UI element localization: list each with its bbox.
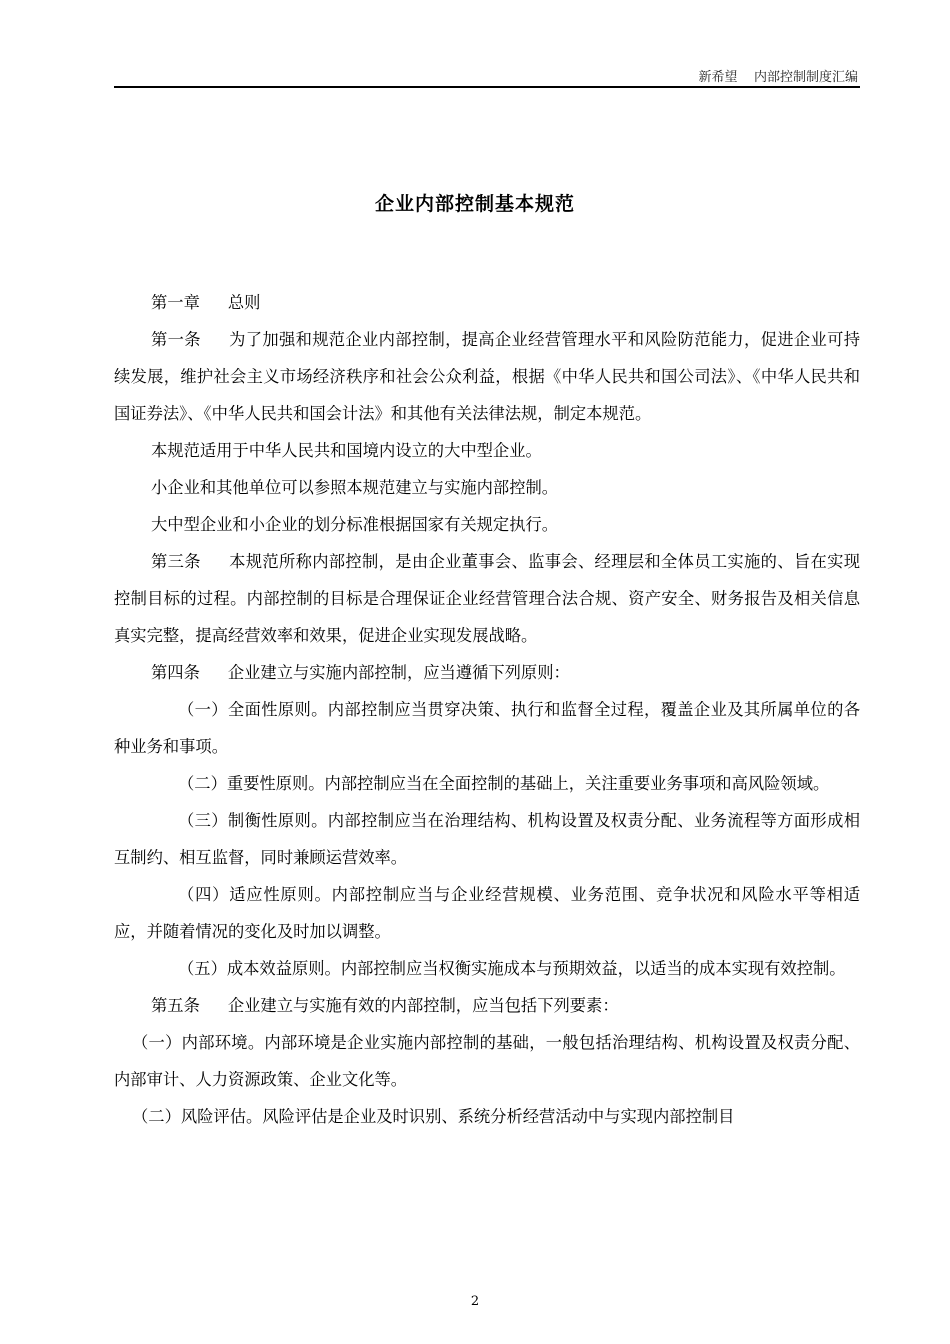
scope-paragraph-2: 小企业和其他单位可以参照本规范建立与实施内部控制。 xyxy=(151,478,559,497)
article-3 xyxy=(114,543,860,654)
principle-item: （三）制衡性原则。内部控制应当在治理结构、机构设置及权责分配、业务流程等方面形成相互制约、相互监督，同时兼顾运营效率。 xyxy=(114,811,860,867)
document-body xyxy=(114,284,860,1135)
article-1 xyxy=(114,321,860,432)
article-5 xyxy=(114,987,860,1024)
running-header: 新希望 内部控制制度汇编 xyxy=(698,70,858,85)
article-1-label: 第一条 xyxy=(151,330,201,349)
document-title: 企业内部控制基本规范 xyxy=(374,193,575,215)
article-4 xyxy=(114,654,860,691)
principle-item: （一）全面性原则。内部控制应当贯穿决策、执行和监督全过程，覆盖企业及其所属单位的各种业务和事项。 xyxy=(114,700,860,756)
chapter-name: 总则 xyxy=(227,293,261,312)
principle-item: （四）适应性原则。内部控制应当与企业经营规模、业务范围、竞争状况和风险水平等相适应，并随着情况的变化及时加以调整。 xyxy=(114,885,860,941)
article-3-label: 第三条 xyxy=(151,552,201,571)
header-divider xyxy=(114,86,860,88)
article-4-text: 企业建立与实施内部控制，应当遵循下列原则： xyxy=(227,663,570,682)
scope-paragraph-1: 本规范适用于中华人民共和国境内设立的大中型企业。 xyxy=(151,441,542,460)
element-item: （二）风险评估。风险评估是企业及时识别、系统分析经营活动中与实现内部控制目 xyxy=(132,1107,735,1126)
principle-item: （五）成本效益原则。内部控制应当权衡实施成本与预期效益，以适当的成本实现有效控制。 xyxy=(178,959,846,978)
page-number: 2 xyxy=(470,1294,480,1309)
principle-item: （二）重要性原则。内部控制应当在全面控制的基础上，关注重要业务事项和高风险领域。 xyxy=(178,774,830,793)
chapter-number: 第一章 xyxy=(151,293,200,312)
article-3-text: 本规范所称内部控制，是由企业董事会、监事会、经理层和全体员工实施的、旨在实现控制目标的过程。内部控制的目标是合理保证企业经营管理合法合规、资产安全、财务报告及相关信息真实完整，提高经营效率和效果，促进企业实现发展战略。 xyxy=(114,552,860,645)
article-5-label: 第五条 xyxy=(151,996,200,1015)
element-item: （一）内部环境。内部环境是企业实施内部控制的基础，一般包括治理结构、机构设置及权责分配、内部审计、人力资源政策、企业文化等。 xyxy=(114,1033,860,1089)
article-4-label: 第四条 xyxy=(151,663,200,682)
chapter-heading xyxy=(114,284,860,321)
article-5-text: 企业建立与实施有效的内部控制，应当包括下列要素： xyxy=(227,996,619,1015)
article-1-text: 为了加强和规范企业内部控制，提高企业经营管理水平和风险防范能力，促进企业可持续发展，维护社会主义市场经济秩序和社会公众利益，根据《中华人民共和国公司法》、《中华人民共和国证券法》、《中华人民共和国会计法》和其他有关法律法规，制定本规范。 xyxy=(114,330,860,423)
scope-paragraph-3: 大中型企业和小企业的划分标准根据国家有关规定执行。 xyxy=(151,515,559,534)
